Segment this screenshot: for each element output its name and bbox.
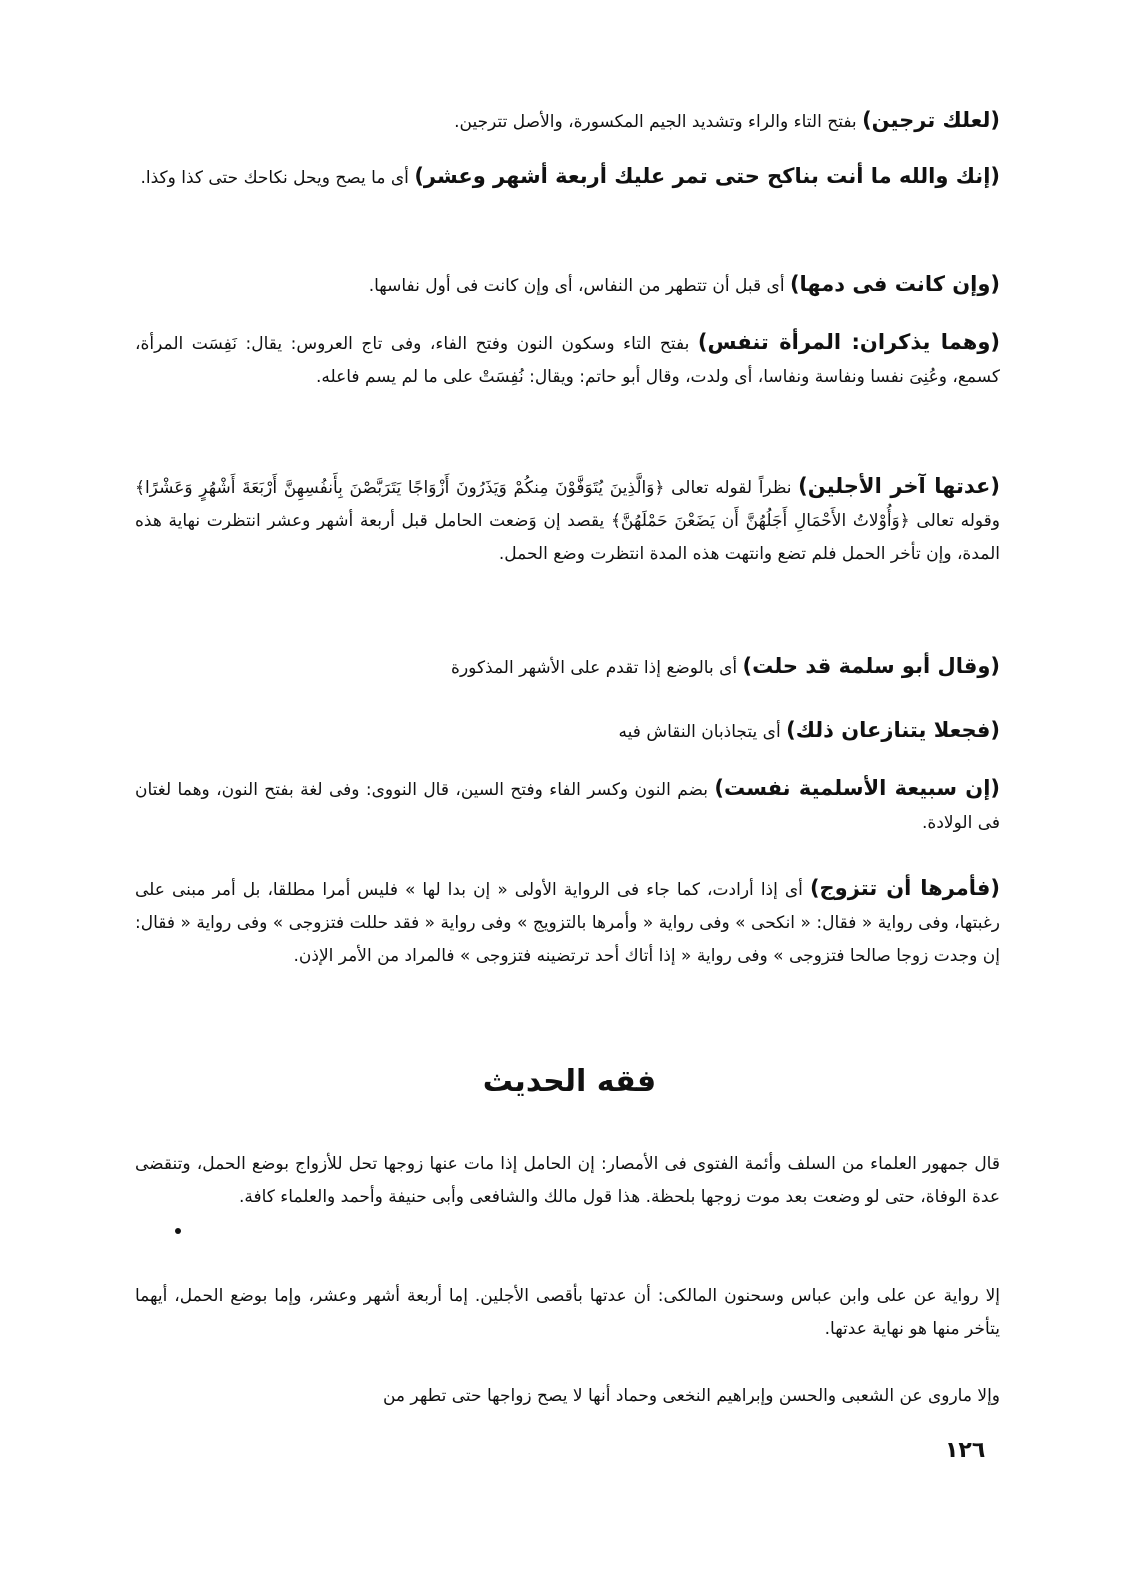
section-heading: فقه الحديث (482, 1064, 657, 1099)
entry-9 (135, 872, 1000, 973)
entry-text: أى قبل أن تتطهر من النفاس، أى وإن كانت فى أول نفاسها. (368, 276, 790, 296)
entry-lemma: (فجعلا يتنازعان ذلك) (786, 718, 1000, 742)
entry-lemma: (فأمرها أن تتزوج) (809, 876, 1000, 900)
entry-5 (135, 470, 1000, 571)
section-paragraph-2 (135, 1280, 1000, 1346)
entry-text: بفتح التاء والراء وتشديد الجيم المكسورة، والأصل تترجين. (454, 112, 863, 132)
entry-lemma: (إن سبيعة الأسلمية نفست) (714, 776, 1000, 800)
entry-6 (135, 650, 1000, 685)
entry-1 (135, 104, 1000, 139)
stray-dot-mark (175, 1228, 181, 1234)
entry-8 (135, 772, 1000, 840)
page-number: ١٢٦ (945, 1438, 986, 1463)
entry-text: أى يتجاذبان النقاش فيه (618, 722, 787, 742)
section-paragraph-3 (135, 1380, 1000, 1413)
entry-lemma: (وهما يذكران: المرأة تنفس) (697, 330, 1000, 354)
entry-text: بضم النون وكسر الفاء وفتح السين، قال النووى: وفى لغة بفتح النون، وهما لغتان فى الولادة. (135, 780, 1000, 833)
section-paragraph-1 (135, 1148, 1000, 1214)
paragraph-text: وإلا ماروى عن الشعبى والحسن وإبراهيم النخعى وحماد أنها لا يصح زواجها حتى تطهر من (382, 1386, 1000, 1406)
entry-2 (135, 160, 1000, 195)
entry-text: أى إذا أرادت، كما جاء فى الرواية الأولى « إن بدا لها » فليس أمرا مطلقا، بل أمر مبنى على رغبتها، وفى رواية « فقال: « انكحى » وفى رواية « وأمرها بالتزويج » وفى رواية « فقد حللت فتزوجى » وفى رواية « فقال: إن وجدت زوجا صالحا فتزوجى » وفى رواية « إذا أتاك أحد ترتضينه فتزوجى » فالمراد من الأمر الإذن. (135, 880, 1000, 966)
entry-lemma: (إنك والله ما أنت بناكح حتى تمر عليك أربعة أشهر وعشر) (414, 164, 1000, 188)
entry-lemma: (عدتها آخر الأجلين) (798, 474, 1000, 498)
entry-3 (135, 268, 1000, 303)
entry-4 (135, 326, 1000, 394)
entry-lemma: (لعلك ترجين) (862, 108, 1000, 132)
entry-text: نظراً لقوله تعالى ﴿وَالَّذِينَ يُتَوَفَّوْنَ مِنكُمْ وَيَذَرُونَ أَزْوَاجًا يَتَرَبَّصْنَ بِأَنفُسِهِنَّ أَرْبَعَةَ أَشْهُرٍ وَعَشْرًا﴾ وقوله تعالى ﴿وَأُوْلاتُ الأَحْمَالِ أَجَلُهُنَّ أَن يَضَعْنَ حَمْلَهُنَّ﴾ يقصد إن وَضعت الحامل قبل أربعة أشهر وعشر انتظرت نهاية هذه المدة، وإن تأخر الحمل فلم تضع وانتهت هذه المدة انتظرت وضع الحمل. (135, 478, 1000, 564)
entry-text: أى بالوضع إذا تقدم على الأشهر المذكورة (451, 658, 743, 678)
entry-text: بفتح التاء وسكون النون وفتح الفاء، وفى تاج العروس: يقال: نَفِسَت المرأة، كسمع، وعُنِىَ نفسا ونفاسة ونفاسا، أى ولدت، وقال أبو حاتم: ويقال: نُفِسَتْ على ما لم يسم فاعله. (135, 334, 1000, 387)
entry-7 (135, 714, 1000, 749)
entry-lemma: (وإن كانت فى دمها) (789, 272, 1000, 296)
entry-lemma: (وقال أبو سلمة قد حلت) (742, 654, 1000, 678)
paragraph-text: إلا رواية عن على وابن عباس وسحنون المالكى: أن عدتها بأقصى الأجلين. إما أربعة أشهر وعشر، وإما بوضع الحمل، أيهما يتأخر منها هو نهاية عدتها. (135, 1286, 1000, 1339)
entry-text: أى ما يصح ويحل نكاحك حتى كذا وكذا. (140, 168, 415, 188)
paragraph-text: قال جمهور العلماء من السلف وأئمة الفتوى فى الأمصار: إن الحامل إذا مات عنها زوجها تحل للأزواج بوضع الحمل، وتنقضى عدة الوفاة، حتى لو وضعت بعد موت زوجها بلحظة. هذا قول مالك والشافعى وأبى حنيفة وأحمد والعلماء كافة. (135, 1154, 1000, 1207)
